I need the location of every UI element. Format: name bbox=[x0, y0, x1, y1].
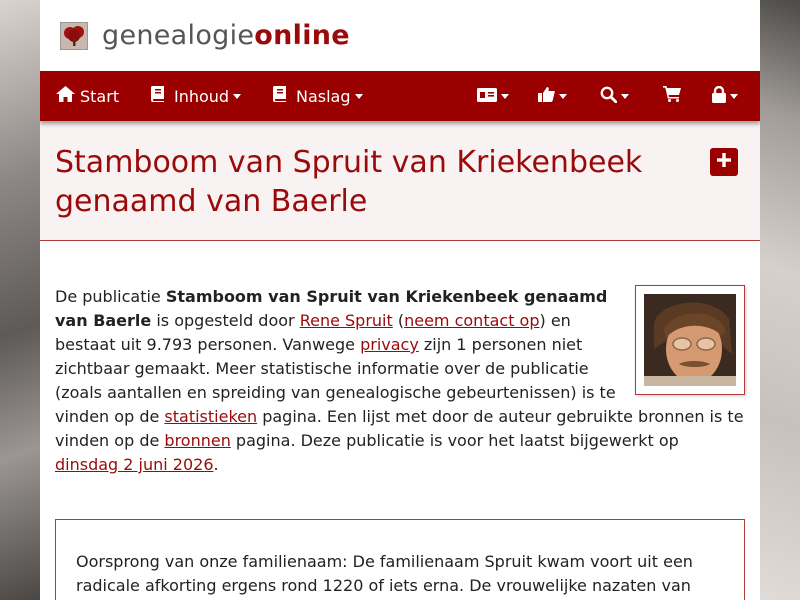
nav-account[interactable] bbox=[712, 71, 738, 121]
brand-bar bbox=[40, 0, 760, 71]
chevron-down-icon bbox=[559, 94, 567, 99]
avatar bbox=[644, 294, 736, 386]
origin-box bbox=[55, 519, 745, 600]
add-button[interactable] bbox=[710, 148, 738, 176]
lock-icon bbox=[712, 86, 726, 107]
background-right bbox=[760, 0, 800, 600]
privacy-link[interactable]: privacy bbox=[360, 335, 419, 354]
author-link[interactable]: Rene Spruit bbox=[299, 311, 393, 330]
chevron-down-icon bbox=[355, 94, 363, 99]
intro-text: De publicatie bbox=[55, 287, 166, 306]
publication-name: Stamboom van Spruit van Kriekenbeek genaamd van Baerle bbox=[55, 287, 608, 330]
nav-cart[interactable] bbox=[663, 71, 681, 121]
intro-text: zijn 1 personen niet zichtbaar gemaakt. Meer statistische informatie over de publicatie (zoals aantallen en spreiding van genealogische gebeurtenissen) is te vinden op de bbox=[55, 335, 616, 426]
intro-text: ) en bestaat uit 9.793 personen. Vanwege bbox=[55, 311, 571, 354]
tree-logo-icon[interactable] bbox=[60, 22, 88, 50]
intro-text: is opgesteld door bbox=[151, 311, 300, 330]
nav-language[interactable] bbox=[477, 71, 509, 121]
nav-inhoud-label: Inhoud bbox=[174, 86, 230, 106]
nav-naslag[interactable] bbox=[273, 71, 363, 121]
home-icon bbox=[56, 86, 75, 106]
page-title: Stamboom van Spruit van Kriekenbeek genaamd van Baerle bbox=[55, 145, 643, 219]
contact-link[interactable]: neem contact op bbox=[404, 311, 540, 330]
main-navbar bbox=[40, 71, 760, 121]
brand-bold: online bbox=[254, 20, 350, 51]
page bbox=[40, 0, 760, 600]
intro-text: pagina. Een lijst met door de auteur gebruikte bronnen is te vinden op de bbox=[55, 407, 744, 450]
page-header bbox=[40, 121, 760, 241]
nav-start-label: Start bbox=[80, 86, 120, 106]
thumbs-up-icon bbox=[538, 87, 555, 106]
nav-rate[interactable] bbox=[538, 71, 567, 121]
brand-light: genealogie bbox=[102, 20, 255, 51]
book-icon bbox=[273, 86, 286, 106]
chevron-down-icon bbox=[730, 94, 738, 99]
chevron-down-icon bbox=[501, 94, 509, 99]
nav-inhoud[interactable] bbox=[151, 71, 241, 121]
address-card-icon bbox=[477, 87, 497, 106]
intro-text: ( bbox=[392, 311, 405, 330]
nav-start[interactable] bbox=[56, 71, 119, 121]
plus-icon bbox=[716, 152, 732, 172]
author-photo[interactable] bbox=[635, 285, 745, 395]
search-icon bbox=[600, 86, 617, 107]
intro-text: . bbox=[213, 455, 219, 474]
chevron-down-icon bbox=[233, 94, 241, 99]
nav-naslag-label: Naslag bbox=[296, 86, 351, 106]
background-left bbox=[0, 0, 40, 600]
origin-text: Oorsprong van onze familienaam: De familienaam Spruit kwam voort uit een radicale afkorting ergens rond 1220 of iets erna. De vrouwelijke nazaten van bbox=[76, 552, 693, 595]
site-logo-text[interactable] bbox=[102, 20, 350, 51]
nav-search[interactable] bbox=[600, 71, 629, 121]
chevron-down-icon bbox=[621, 94, 629, 99]
book-icon bbox=[151, 86, 164, 106]
last-updated-link[interactable]: dinsdag 2 juni 2026 bbox=[55, 455, 214, 474]
statistics-link[interactable]: statistieken bbox=[164, 407, 258, 426]
cart-icon bbox=[663, 86, 681, 106]
intro-text: pagina. Deze publicatie is voor het laatst bijgewerkt op bbox=[230, 431, 679, 450]
main-content bbox=[40, 241, 760, 600]
sources-link[interactable]: bronnen bbox=[164, 431, 231, 450]
